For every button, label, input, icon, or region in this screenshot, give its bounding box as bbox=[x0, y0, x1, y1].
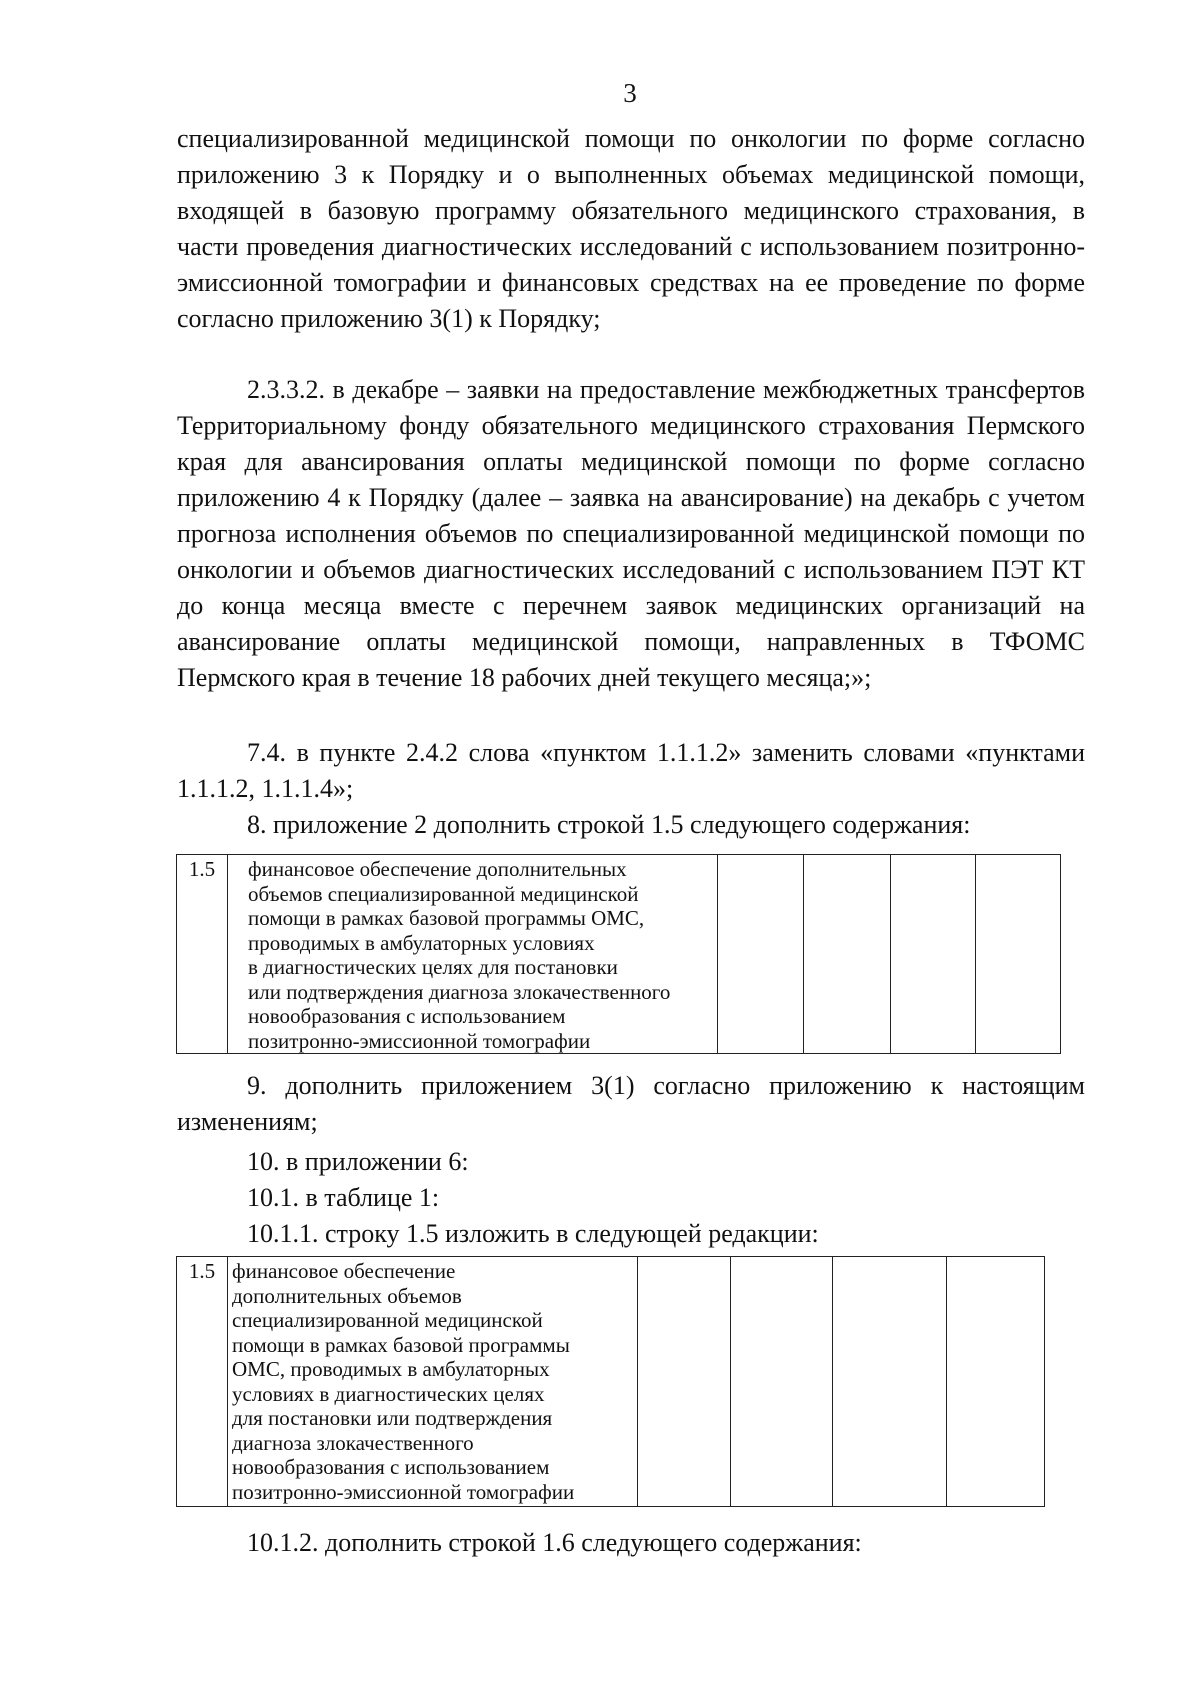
description-line: новообразования с использованием bbox=[248, 1004, 566, 1028]
description-line: в диагностических целях для постановки bbox=[248, 955, 618, 979]
empty-cell bbox=[891, 855, 976, 1054]
paragraph-10-1 bbox=[177, 1180, 1085, 1216]
description-line: диагноза злокачественного bbox=[232, 1430, 474, 1455]
paragraph-text: 10.1.2. дополнить строкой 1.6 следующего содержания: bbox=[247, 1528, 862, 1557]
table-row-1-5-appendix-6 bbox=[176, 1256, 1045, 1507]
empty-cell bbox=[731, 1257, 833, 1507]
description-line: дополнительных объемов bbox=[232, 1283, 462, 1308]
empty-cell bbox=[947, 1257, 1045, 1507]
paragraph-text: 10. в приложении 6: bbox=[247, 1147, 469, 1176]
paragraph-text: 10.1.1. строку 1.5 изложить в следующей редакции: bbox=[247, 1219, 819, 1248]
paragraph-text: специализированной медицинской помощи по онкологии по форме согласно приложению 3 к Порядку и о выполненных объемах медицинской помощи, входящей в базовую программу обязательного медицинского страхования, в части проведения диагностических исследований с использованием позитронно-эмиссионной томографии и финансовых средствах на ее проведение по форме согласно приложению 3(1) к Порядку; bbox=[177, 124, 1085, 333]
description-line: или подтверждения диагноза злокачественного bbox=[248, 979, 671, 1004]
page-number: 3 bbox=[623, 78, 637, 108]
paragraph-text: 2.3.3.2. в декабре – заявки на предоставление межбюджетных трансфертов Территориальному фонду обязательного медицинского страхования Пермского края для авансирования оплаты медицинской помощи по форме согласно приложению 4 к Порядку (далее – заявка на авансирование) на декабрь с учетом прогноза исполнения объемов по специализированной медицинской помощи по онкологии и объемов диагностических исследований с использованием ПЭТ КТ до конца месяца вместе с перечнем заявок медицинских организаций на авансирование оплаты медицинской помощи, направленных в ТФОМС Пермского края в течение 18 рабочих дней текущего месяца;»; bbox=[177, 375, 1085, 692]
description-line: позитронно-эмиссионной томографии bbox=[248, 1028, 591, 1053]
empty-cell bbox=[833, 1257, 947, 1507]
description-line: условиях в диагностических целях bbox=[232, 1381, 545, 1406]
description-line: финансовое обеспечение bbox=[232, 1259, 456, 1283]
description-line: для постановки или подтверждения bbox=[232, 1406, 553, 1430]
table-row-1-5-appendix-2 bbox=[176, 854, 1061, 1054]
description-line: новообразования с использованием bbox=[232, 1455, 550, 1479]
paragraph-2-3-3-2 bbox=[177, 372, 1085, 696]
description-line: специализированной медицинской bbox=[232, 1308, 543, 1332]
description-line: проводимых в амбулаторных условиях bbox=[248, 930, 595, 955]
paragraph-9 bbox=[177, 1068, 1085, 1140]
description-line: финансовое обеспечение дополнительных bbox=[248, 857, 627, 881]
description-line: позитронно-эмиссионной томографии bbox=[232, 1479, 575, 1504]
paragraph-10-1-1 bbox=[177, 1216, 1085, 1252]
paragraph-8 bbox=[177, 807, 1085, 843]
paragraph-continuation bbox=[177, 121, 1085, 337]
empty-cell bbox=[638, 1257, 731, 1507]
row-description-cell bbox=[228, 855, 718, 1054]
description-line: помощи в рамках базовой программы ОМС, bbox=[248, 906, 645, 930]
description-line: помощи в рамках базовой программы bbox=[232, 1332, 570, 1357]
description-line: ОМС, проводимых в амбулаторных bbox=[232, 1357, 550, 1381]
empty-cell bbox=[976, 855, 1061, 1054]
empty-cell bbox=[804, 855, 891, 1054]
table-row bbox=[177, 1257, 1045, 1507]
paragraph-10-1-2 bbox=[177, 1525, 1085, 1561]
paragraph-7-4 bbox=[177, 735, 1085, 807]
row-description-cell bbox=[228, 1257, 638, 1507]
empty-cell bbox=[718, 855, 804, 1054]
paragraph-text: 9. дополнить приложением 3(1) согласно приложению к настоящим изменениям; bbox=[177, 1071, 1085, 1136]
paragraph-text: 7.4. в пункте 2.4.2 слова «пунктом 1.1.1.2» заменить словами «пунктами 1.1.1.2, 1.1.1.4»; bbox=[177, 738, 1085, 803]
row-number-cell: 1.5 bbox=[177, 1257, 228, 1507]
row-number-cell: 1.5 bbox=[177, 855, 228, 1054]
paragraph-10 bbox=[177, 1144, 1085, 1180]
table-row bbox=[177, 855, 1061, 1054]
description-line: объемов специализированной медицинской bbox=[248, 881, 639, 906]
paragraph-text: 8. приложение 2 дополнить строкой 1.5 следующего содержания: bbox=[247, 810, 971, 839]
paragraph-text: 10.1. в таблице 1: bbox=[247, 1183, 440, 1212]
